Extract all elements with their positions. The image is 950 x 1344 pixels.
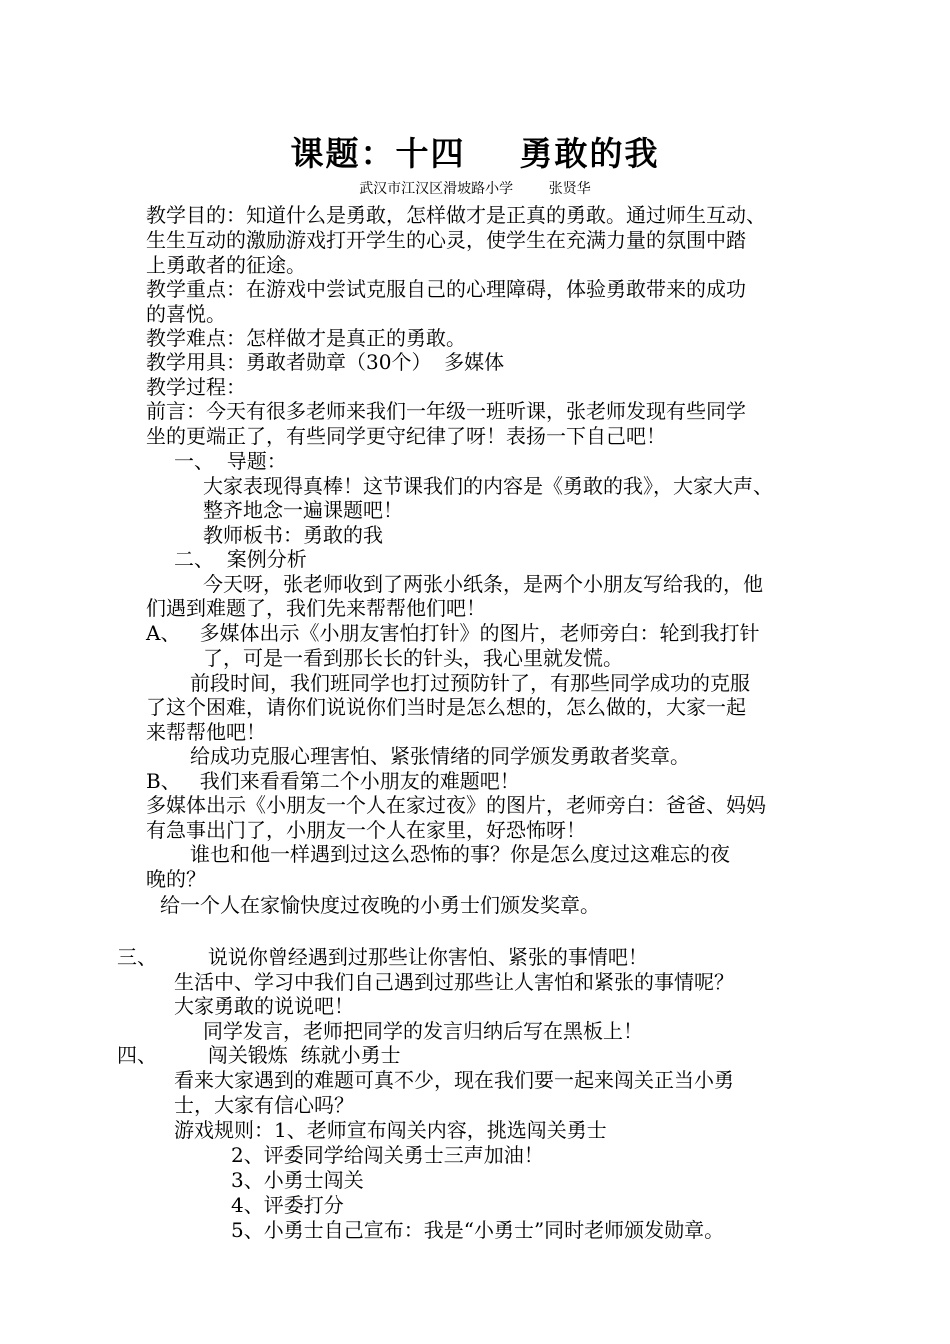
body-line: 们遇到难题了，我们先来帮帮他们吧！ [146, 596, 486, 620]
body-line: 游戏规则：1、老师宣布闯关内容，挑选闯关勇士 [174, 1118, 607, 1142]
list-item: 3、小勇士闯关 [231, 1168, 364, 1192]
body-line: 教学过程： [146, 375, 246, 399]
section-heading: 一、 导题： [174, 449, 287, 473]
body-line: 大家表现得真棒！这节课我们的内容是《勇敢的我》，大家大声、 [203, 474, 773, 498]
body-line: 教学目的：知道什么是勇敢，怎样做才是正真的勇敢。通过师生互动、 [146, 203, 766, 227]
body-line: 晚的？ [146, 867, 206, 891]
body-line: 前言：今天有很多老师来我们一年级一班听课，张老师发现有些同学 [146, 399, 746, 423]
body-line: 士，大家有信心吗？ [174, 1093, 354, 1117]
body-line: 了，可是一看到那长长的针头，我心里就发慌。 [203, 646, 623, 670]
body-line: 给一个人在家愉快度过夜晚的小勇士们颁发奖章。 [160, 893, 600, 917]
body-line: 整齐地念一遍课题吧！ [203, 498, 403, 522]
body-line: 前段时间，我们班同学也打过预防针了，有那些同学成功的克服 [190, 671, 750, 695]
body-line: 教学重点：在游戏中尝试克服自己的心理障碍，体验勇敢带来的成功 [146, 277, 746, 301]
body-line: 教学用具：勇敢者勋章（30个） 多媒体 [146, 350, 505, 374]
body-line: 多媒体出示《小朋友一个人在家过夜》的图片，老师旁白：爸爸、妈妈 [146, 793, 766, 817]
body-line: 来帮帮他吧！ [146, 720, 266, 744]
page-title: 课题：十四 勇敢的我 [290, 134, 660, 173]
body-line: A、 多媒体出示《小朋友害怕打针》的图片，老师旁白：轮到我打针 [146, 621, 760, 645]
list-item: 4、评委打分 [231, 1193, 344, 1217]
body-line: 上勇敢者的征途。 [146, 253, 306, 277]
section-heading: 四、 闯关锻炼 练就小勇士 [117, 1043, 401, 1067]
author-line: 武汉市江汉区滑坡路小学 张贤华 [359, 181, 591, 197]
body-line: 今天呀，张老师收到了两张小纸条，是两个小朋友写给我的，他 [203, 572, 763, 596]
body-line: 了这个困难，请你们说说你们当时是怎么想的，怎么做的，大家一起 [146, 695, 746, 719]
body-line: 坐的更端正了，有些同学更守纪律了呀！表扬一下自己吧！ [146, 424, 666, 448]
list-item: 2、评委同学给闯关勇士三声加油！ [231, 1143, 544, 1167]
body-line: 生生互动的激励游戏打开学生的心灵，使学生在充满力量的氛围中踏 [146, 228, 746, 252]
body-line: 的喜悦。 [146, 302, 226, 326]
body-line: 生活中、学习中我们自己遇到过那些让人害怕和紧张的事情呢？ [174, 970, 734, 994]
section-heading: 二、 案例分析 [174, 547, 307, 571]
body-line: 教师板书：勇敢的我 [203, 523, 383, 547]
body-line: 看来大家遇到的难题可真不少，现在我们要一起来闯关正当小勇 [174, 1068, 734, 1092]
body-line: B、 我们来看看第二个小朋友的难题吧！ [146, 769, 520, 793]
body-line: 同学发言，老师把同学的发言归纳后写在黑板上！ [203, 1019, 643, 1043]
body-line: 谁也和他一样遇到过这么恐怖的事？你是怎么度过这难忘的夜 [190, 842, 730, 866]
body-line: 有急事出门了，小朋友一个人在家里，好恐怖呀！ [146, 818, 586, 842]
list-item: 5、小勇士自己宣布：我是“小勇士”同时老师颁发勋章。 [231, 1218, 725, 1242]
body-line: 大家勇敢的说说吧！ [174, 994, 354, 1018]
section-heading: 三、 说说你曾经遇到过那些让你害怕、紧张的事情吧！ [117, 945, 648, 969]
body-line: 教学难点：怎样做才是真正的勇敢。 [146, 326, 466, 350]
body-line: 给成功克服心理害怕、紧张情绪的同学颁发勇敢者奖章。 [190, 744, 690, 768]
